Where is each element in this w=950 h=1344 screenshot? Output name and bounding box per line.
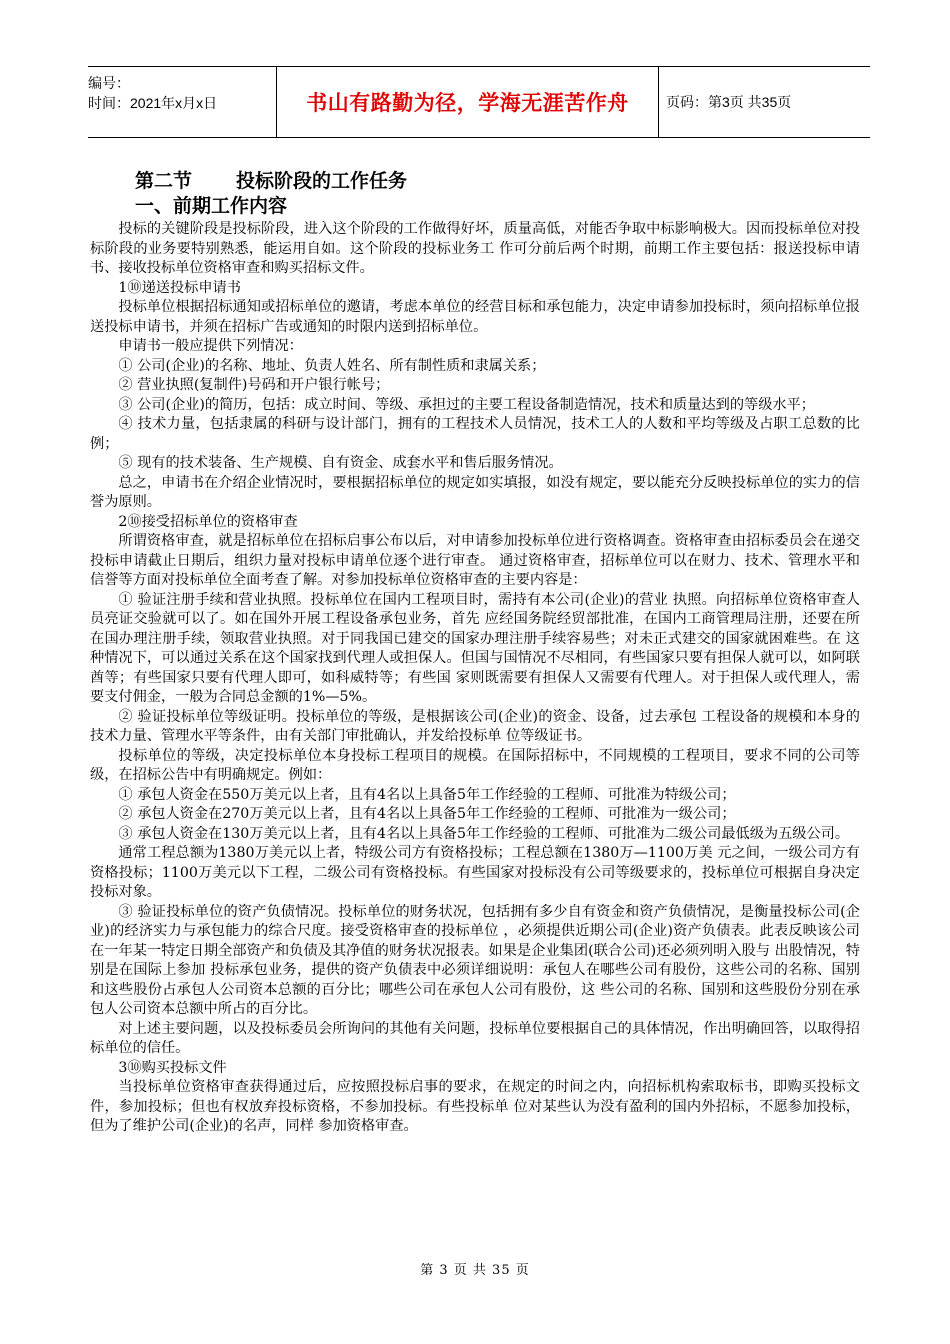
section-number: 第二节 — [135, 170, 193, 192]
document-number-label: 编号： — [88, 75, 130, 91]
document-body — [90, 168, 860, 1137]
section-title-text: 投标阶段的工作任务 — [236, 170, 408, 192]
page-footer: 第 3 页 共 35 页 — [420, 1263, 530, 1278]
page-header — [88, 66, 870, 138]
body-paragraph: 2⑩接受招标单位的资格审查 — [118, 513, 298, 530]
body-paragraph: 投标单位根据招标通知或招标单位的邀请，考虑本单位的经营目标和承包能力，决定申请参加投标时，须向招标单位报送投标申请书，并须在招标广告或通知的时限内送到招标单位。 — [90, 299, 860, 335]
body-paragraph: ⑤ 现有的技术装备、生产规模、自有资金、成套水平和售后服务情况。 — [118, 455, 563, 471]
body-paragraph: ② 营业执照(复制件)号码和开户银行帐号； — [118, 377, 390, 393]
body-paragraph: 总之，申请书在介绍企业情况时，要根据招标单位的规定如实填报，如没有规定，要以能充分反映投标单位的实力的信誉为原则。 — [90, 474, 860, 510]
body-paragraph: 对上述主要问题，以及投标委员会所询问的其他有关问题，投标单位要根据自己的具体情况，作出明确回答，以取得招标单位的信任。 — [90, 1020, 860, 1056]
body-paragraph: ② 承包人资金在270万美元以上者，且有4名以上具备5年工作经验的工程师、可批准为一级公司； — [118, 806, 736, 822]
body-paragraph: ① 验证注册手续和营业执照。投标单位在国内工程项目时，需持有本公司(企业)的营业 执照。向招标单位资格审查人员亮证交验就可以了。如在国外开展工程设备承包业务，首先 应经国务院经贸部批准，在国内工商管理局注册，还要在所在国办理注册手续，领取营业执照。对于同我国已建交的国家办理注册手续容易些；对未正式建交的国家就困难些。在 这种情况下，可以通过关系在这个国家找到代理人或担保人。但国与国情况不尽相同，有些国家只要有担保人就可以，如阿联酋等；有些国家只要有代理人即可，如科威特等；有些国 家则既需要有担保人又需要有代理人。对于担保人或代理人，需要支付佣金，一般为合同总金额的1%—5%。 — [90, 591, 860, 705]
header-divider — [658, 67, 659, 137]
header-page-info: 页码：第3页 共35页 — [666, 94, 792, 110]
body-paragraph: ③ 公司(企业)的简历，包括：成立时间、等级、承担过的主要工程设备制造情况，技术和质量达到的等级水平； — [118, 396, 815, 413]
document-time-label: 时间：2021年x月x日 — [88, 95, 218, 111]
body-paragraph: ④ 技术力量，包括隶属的科研与设计部门，拥有的工程技术人员情况，技术工人的人数和平均等级及占职工总数的比例； — [90, 416, 860, 452]
header-meta — [88, 73, 274, 113]
body-paragraph: 通常工程总额为1380万美元以上者，特级公司方有资格投标；工程总额在1380万—1100万美 元之间，一级公司方有资格投标；1100万美元以下工程，二级公司有资格投标。有些国家对投标没有公司等级要求的，投标单位可根据自身决定投标对象。 — [90, 845, 860, 900]
body-paragraph: ③ 验证投标单位的资产负债情况。投标单位的财务状况，包括拥有多少自有资金和资产负债情况，是衡量投标公司(企业)的经济实力与承包能力的综合尺度。接受资格审查的投标单位 ，必须提供近期公司(企业)资产负债表。此表反映该公司在一年某一特定日期全部资产和负债及其净值的财务状况报表。如果是企业集团(联合公司)还必须列明入股与 出股情况，特别是在国际上参加 投标承包业务，提供的资产负债表中必须详细说明：承包人在哪些公司有股份，这些公司的名称、国别和这些股份占承包人公司资本总额的百分比；哪些公司在承包人公司有股份，这 些公司的名称、国别和这些股份分别在承包人公司资本总额中所占的百分比。 — [90, 903, 860, 1017]
body-paragraph: ③ 承包人资金在130万美元以上者，且有4名以上具备5年工作经验的工程师、可批准为二级公司最低级为五级公司。 — [118, 825, 850, 842]
body-paragraph: ② 验证投标单位等级证明。投标单位的等级，是根据该公司(企业)的资金、设备，过去承包 工程设备的规模和本身的技术力量、管理水平等条件，由有关部门审批确认，并发给投标单 位等级证书。 — [90, 708, 860, 744]
paragraph-list — [90, 220, 860, 1137]
body-paragraph: ① 承包人资金在550万美元以上者，且有4名以上具备5年工作经验的工程师、可批准为特级公司； — [118, 786, 736, 803]
section-title — [90, 168, 860, 194]
body-paragraph: 1⑩递送投标申请书 — [118, 279, 241, 296]
body-paragraph: 投标的关键阶段是投标阶段，进入这个阶段的工作做得好坏，质量高低，对能否争取中标影响极大。因而投标单位对投标阶段的业务要特别熟悉，能运用自如。这个阶段的投标业务工 作可分前后两个时期，前期工作主要包括：报送投标申请书、接收投标单位资格审查和购买招标文件。 — [90, 221, 860, 276]
body-paragraph: 3⑩购买投标文件 — [118, 1059, 227, 1076]
subsection-title: 一、前期工作内容 — [135, 195, 288, 217]
header-motto: 书山有路勤为径，学海无涯苦作舟 — [306, 92, 629, 115]
body-paragraph: 投标单位的等级，决定投标单位本身投标工程项目的规模。在国际招标中，不同规模的工程项目，要求不同的公司等级，在招标公告中有明确规定。例如： — [90, 747, 860, 783]
body-paragraph: 申请书一般应提供下列情况： — [118, 338, 303, 354]
body-paragraph: 当投标单位资格审查获得通过后，应按照投标启事的要求，在规定的时间之内，向招标机构索取标书，即购买投标文件，参加投标；但也有权放弃投标资格，不参加投标。有些投标单 位对某些认为没有盈利的国内外招标，不愿参加投标，但为了维护公司(企业)的名声，同样 参加资格审查。 — [90, 1079, 860, 1134]
body-paragraph: ① 公司(企业)的名称、地址、负责人姓名、所有制性质和隶属关系； — [118, 357, 546, 374]
body-paragraph: 所谓资格审查，就是招标单位在招标启事公布以后，对申请参加投标单位进行资格调查。资格审查由招标委员会在递交投标申请截止日期后，组织力量对投标申请单位逐个进行审查。 通过资格审查，招标单位可以在财力、技术、管理水平和信誉等方面对投标单位全面考查了解。对参加投标单位资格审查的主要内容是： — [90, 533, 860, 588]
